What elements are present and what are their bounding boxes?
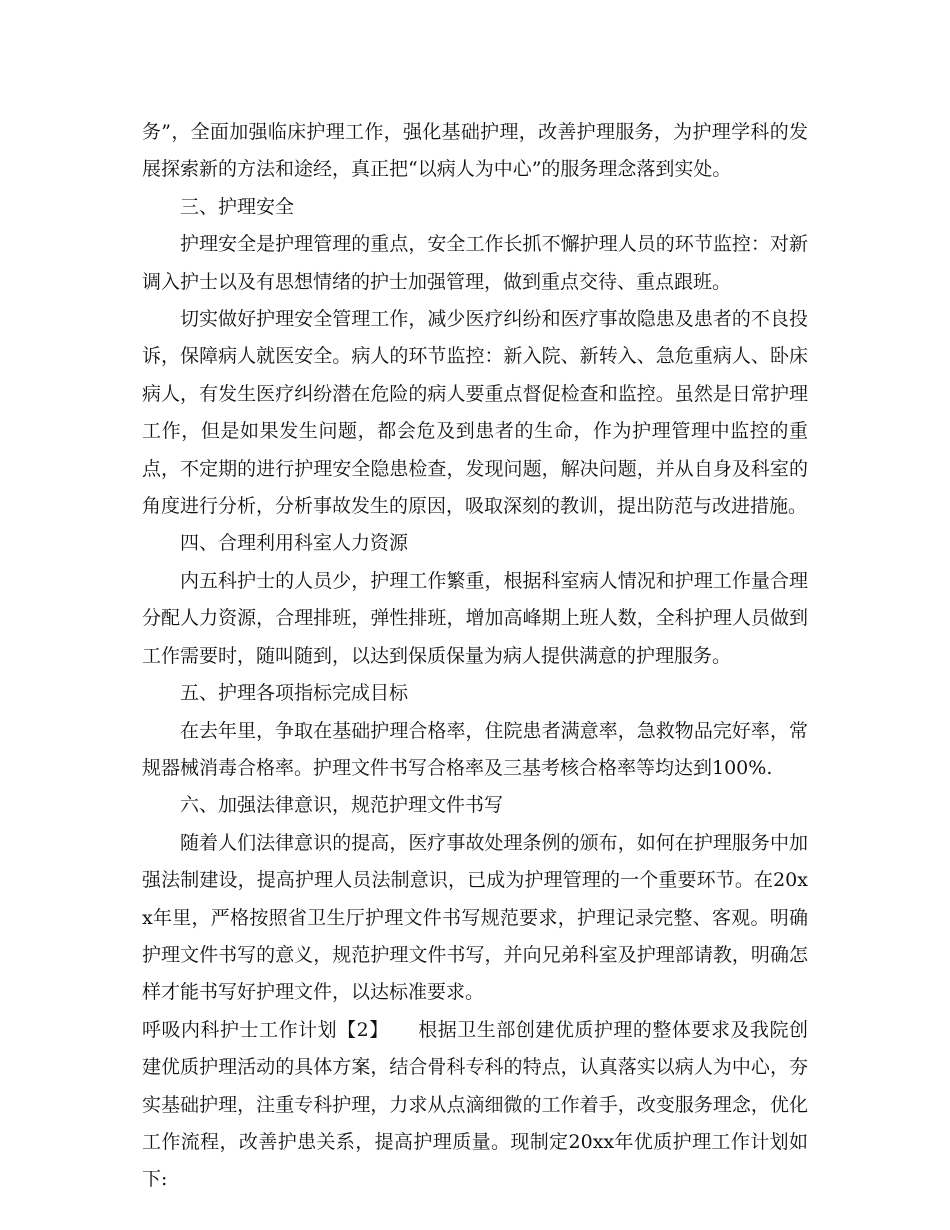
section-heading-legal-awareness: 六、加强法律意识，规范护理文件书写 <box>180 794 504 817</box>
section-heading-indicators: 五、护理各项指标完成目标 <box>180 682 409 705</box>
paragraph-continuation: 务”，全面加强临床护理工作，强化基础护理，改善护理服务，为护理学科的发展探索新的方法和途经，真正把“以病人为中心”的服务理念落到实处。 <box>142 121 808 181</box>
paragraph-human-resources: 内五科护士的人员少，护理工作繁重，根据科室病人情况和护理工作量合理分配人力资源，合理排班，弹性排班，增加高峰期上班人数，全科护理人员做到工作需要时，随叫随到，以达到保质保量为病人提供满意的护理服务。 <box>142 569 808 667</box>
section-heading-safety: 三、护理安全 <box>180 195 295 218</box>
paragraph-legal-awareness: 随着人们法律意识的提高，医疗事故处理条例的颁布，如何在护理服务中加强法制建设，提高护理人员法制意识，已成为护理管理的一个重要环节。在20xx年里，严格按照省卫生厅护理文件书写规范要求，护理记录完整、客观。明确护理文件书写的意义，规范护理文件书写，并向兄弟科室及护理部请教，明确怎样才能书写好护理文件，以达标准要求。 <box>142 831 808 1004</box>
section-heading-human-resources: 四、合理利用科室人力资源 <box>180 532 409 555</box>
paragraph-safety-monitoring: 切实做好护理安全管理工作，减少医疗纠纷和医疗事故隐患及患者的不良投诉，保障病人就医安全。病人的环节监控：新入院、新转入、急危重病人、卧床病人，有发生医疗纠纷潜在危险的病人要重点督促检查和监控。虽然是日常护理工作，但是如果发生问题，都会危及到患者的生命，作为护理管理中监控的重点，不定期的进行护理安全隐患检查，发现问题，解决问题，并从自身及科室的角度进行分析，分析事故发生的原因，吸取深刻的教训，提出防范与改进措施。 <box>142 308 808 518</box>
document-body <box>142 114 808 1199</box>
paragraph-safety-management: 护理安全是护理管理的重点，安全工作长抓不懈护理人员的环节监控：对新调入护士以及有思想情绪的护士加强管理，做到重点交待、重点跟班。 <box>142 233 808 293</box>
paragraph-plan-2: 呼吸内科护士工作计划【2】 根据卫生部创建优质护理的整体要求及我院创建优质护理活动的具体方案，结合骨科专科的特点，认真落实以病人为中心，夯实基础护理，注重专科护理，力求从点滴细微的工作着手，改变服务理念，优化工作流程，改善护患关系，提高护理质量。现制定20xx年优质护理工作计划如下: <box>142 1018 808 1191</box>
paragraph-indicators: 在去年里，争取在基础护理合格率，住院患者满意率，急救物品完好率，常规器械消毒合格率。护理文件书写合格率及三基考核合格率等均达到100%. <box>142 719 808 779</box>
